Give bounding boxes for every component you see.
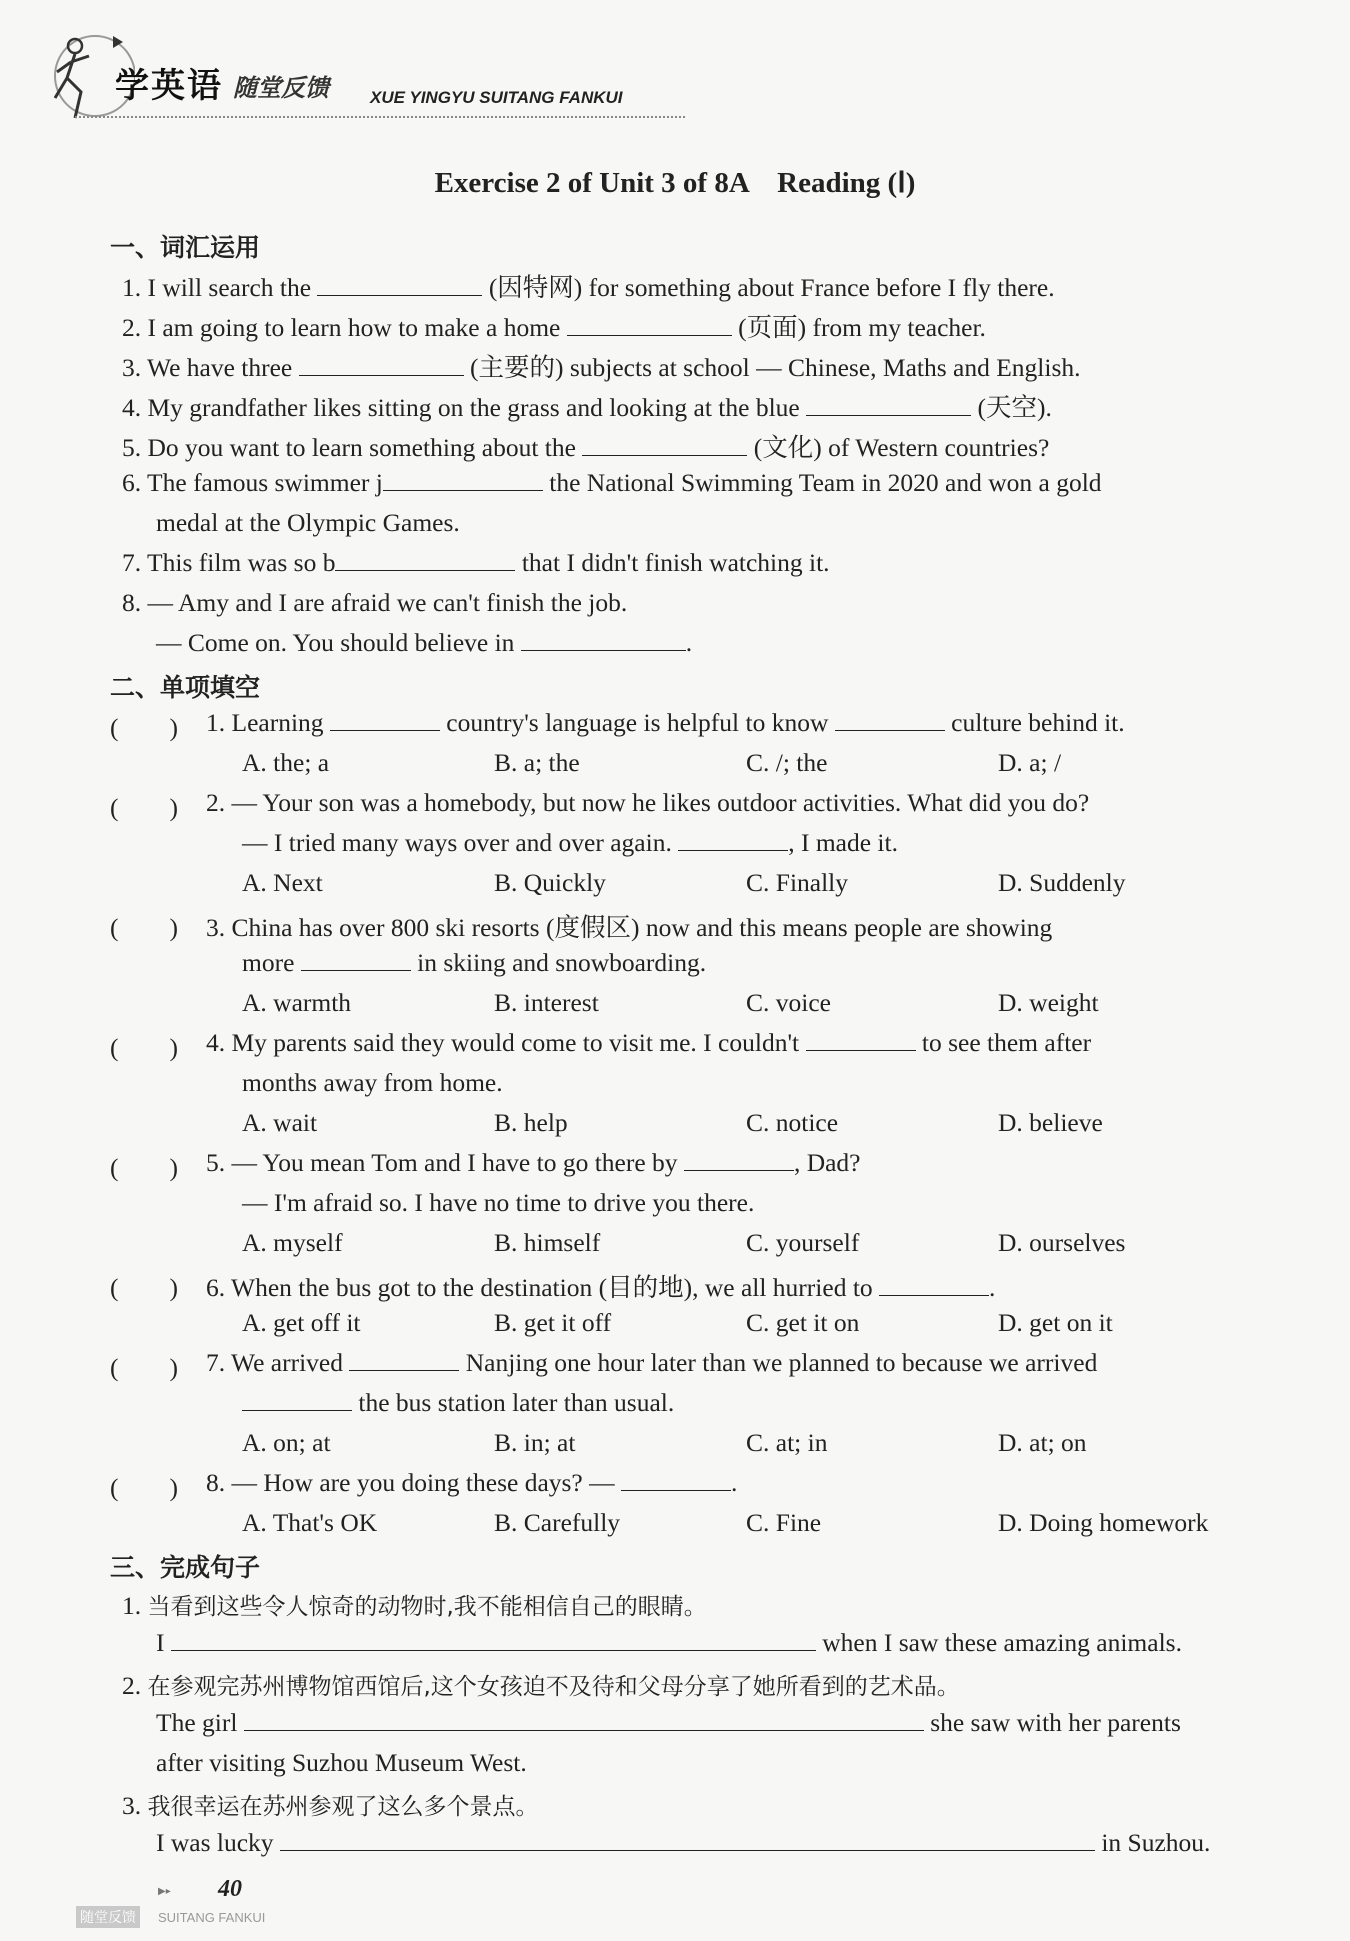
answer-blank[interactable] <box>567 313 732 336</box>
mc-question-5: 5. — You mean Tom and I have to go there by , Dad? <box>206 1148 861 1177</box>
answer-paren[interactable]: ( ) <box>110 1273 178 1302</box>
option-a[interactable]: A. wait <box>242 1108 318 1137</box>
mc-question-2: 2. — Your son was a homebody, but now he likes outdoor activities. What did you do? <box>206 788 1090 817</box>
section-3-heading: 三、完成句子 <box>110 1553 261 1582</box>
translate-item-3-line: I was lucky in Suzhou. <box>156 1828 1211 1857</box>
option-d[interactable]: D. Doing homework <box>998 1508 1209 1537</box>
vocab-item-8-cont: — Come on. You should believe in . <box>156 628 693 657</box>
answer-paren[interactable]: ( ) <box>110 713 178 742</box>
mc-question-7-cont: the bus station later than usual. <box>242 1388 674 1418</box>
mc-question-6: 6. When the bus got to the destination (目的地), we all hurried to . <box>206 1273 996 1302</box>
option-d[interactable]: D. at; on <box>998 1428 1087 1457</box>
translate-item-2-line: The girl she saw with her parents <box>156 1708 1181 1737</box>
vocab-item-5: 5. Do you want to learn something about the (文化) of Western countries? <box>122 433 1050 462</box>
answer-blank[interactable] <box>244 1708 924 1731</box>
translate-item-3: 3. 我很幸运在苏州参观了这么多个景点。 <box>122 1791 539 1820</box>
section-1-heading: 一、词汇运用 <box>110 233 261 262</box>
answer-blank[interactable] <box>330 708 440 731</box>
option-d[interactable]: D. a; / <box>998 748 1062 777</box>
option-d[interactable]: D. weight <box>998 988 1099 1017</box>
answer-blank[interactable] <box>521 628 686 651</box>
vocab-item-2: 2. I am going to learn how to make a home (页面) from my teacher. <box>122 313 986 342</box>
vocab-item-6-cont: medal at the Olympic Games. <box>156 508 460 537</box>
footer-tag: 随堂反馈 <box>76 1906 140 1928</box>
answer-blank[interactable] <box>171 1628 816 1651</box>
header-en: XUE YINGYU SUITANG FANKUI <box>370 88 623 107</box>
answer-blank[interactable] <box>301 948 411 971</box>
answer-blank[interactable] <box>684 1148 794 1171</box>
option-c[interactable]: C. yourself <box>746 1228 860 1257</box>
option-b[interactable]: B. help <box>494 1108 568 1137</box>
mc-question-1: 1. Learning country's language is helpful to know culture behind it. <box>206 708 1125 737</box>
option-c[interactable]: C. Finally <box>746 868 849 897</box>
answer-paren[interactable]: ( ) <box>110 1033 178 1062</box>
option-a[interactable]: A. warmth <box>242 988 352 1017</box>
answer-blank[interactable] <box>383 468 543 491</box>
option-c[interactable]: C. Fine <box>746 1508 822 1537</box>
answer-paren[interactable]: ( ) <box>110 1473 178 1502</box>
answer-blank[interactable] <box>621 1468 731 1491</box>
option-c[interactable]: C. voice <box>746 988 831 1017</box>
option-b[interactable]: B. interest <box>494 988 599 1017</box>
option-a[interactable]: A. Next <box>242 868 323 897</box>
answer-paren[interactable]: ( ) <box>110 793 178 822</box>
vocab-item-4: 4. My grandfather likes sitting on the grass and looking at the blue (天空). <box>122 393 1052 422</box>
option-c[interactable]: C. notice <box>746 1108 839 1137</box>
header-divider <box>75 116 685 118</box>
answer-blank[interactable] <box>317 273 482 296</box>
answer-blank[interactable] <box>806 393 971 416</box>
answer-blank[interactable] <box>349 1348 459 1371</box>
answer-blank[interactable] <box>280 1828 1095 1851</box>
translate-item-2: 2. 在参观完苏州博物馆西馆后,这个女孩迫不及待和父母分享了她所看到的艺术品。 <box>122 1671 960 1700</box>
section-2-heading: 二、单项填空 <box>110 673 261 702</box>
translate-item-1-line: I when I saw these amazing animals. <box>156 1628 1182 1657</box>
answer-blank[interactable] <box>879 1273 989 1296</box>
vocab-item-1: 1. I will search the (因特网) for something about France before I fly there. <box>122 273 1055 302</box>
mc-question-3-cont: more in skiing and snowboarding. <box>242 948 707 977</box>
option-a[interactable]: A. the; a <box>242 748 330 777</box>
vocab-item-7: 7. This film was so b that I didn't finish watching it. <box>122 548 830 577</box>
answer-paren[interactable]: ( ) <box>110 913 178 942</box>
mc-question-8: 8. — How are you doing these days? — . <box>206 1468 738 1497</box>
header-banner <box>45 28 685 138</box>
option-a[interactable]: A. That's OK <box>242 1508 378 1537</box>
vocab-item-3: 3. We have three (主要的) subjects at school — Chinese, Maths and English. <box>122 353 1081 382</box>
mc-question-5-cont: — I'm afraid so. I have no time to drive you there. <box>242 1188 755 1217</box>
arrow-icon: ▶▸ <box>158 1886 171 1897</box>
option-d[interactable]: D. Suddenly <box>998 868 1126 897</box>
option-b[interactable]: B. a; the <box>494 748 580 777</box>
answer-paren[interactable]: ( ) <box>110 1353 178 1382</box>
answer-blank[interactable] <box>299 353 464 376</box>
option-b[interactable]: B. Quickly <box>494 868 606 897</box>
header-cn-main: 学英语 <box>115 66 223 106</box>
option-d[interactable]: D. get on it <box>998 1308 1113 1337</box>
option-a[interactable]: A. on; at <box>242 1428 331 1457</box>
option-b[interactable]: B. get it off <box>494 1308 612 1337</box>
translate-item-2-cont: after visiting Suzhou Museum West. <box>156 1748 527 1777</box>
vocab-item-6: 6. The famous swimmer j the National Swimming Team in 2020 and won a gold <box>122 468 1102 497</box>
answer-blank[interactable] <box>582 433 747 456</box>
option-a[interactable]: A. get off it <box>242 1308 361 1337</box>
mc-question-4: 4. My parents said they would come to visit me. I couldn't to see them after <box>206 1028 1092 1057</box>
header-cn-sub: 随堂反馈 <box>233 74 329 102</box>
mc-question-2-cont: — I tried many ways over and over again. , I made it. <box>242 828 898 857</box>
answer-blank[interactable] <box>242 1388 352 1411</box>
option-d[interactable]: D. believe <box>998 1108 1103 1137</box>
option-b[interactable]: B. himself <box>494 1228 601 1257</box>
mc-question-3: 3. China has over 800 ski resorts (度假区) now and this means people are showing <box>206 913 1053 942</box>
answer-blank[interactable] <box>835 708 945 731</box>
answer-blank[interactable] <box>335 548 515 571</box>
mc-question-7: 7. We arrived Nanjing one hour later than we planned to because we arrived <box>206 1348 1098 1377</box>
option-d[interactable]: D. ourselves <box>998 1228 1126 1257</box>
option-b[interactable]: B. Carefully <box>494 1508 621 1537</box>
answer-blank[interactable] <box>678 828 788 851</box>
option-a[interactable]: A. myself <box>242 1228 343 1257</box>
footer-en: SUITANG FANKUI <box>158 1910 266 1925</box>
vocab-item-8: 8. — Amy and I are afraid we can't finish the job. <box>122 588 628 617</box>
page-title: Exercise 2 of Unit 3 of 8A Reading (Ⅰ) <box>434 167 916 199</box>
answer-blank[interactable] <box>806 1028 916 1051</box>
translate-item-1: 1. 当看到这些令人惊奇的动物时,我不能相信自己的眼睛。 <box>122 1591 707 1620</box>
option-c[interactable]: C. at; in <box>746 1428 828 1457</box>
option-c[interactable]: C. get it on <box>746 1308 860 1337</box>
option-c[interactable]: C. /; the <box>746 748 828 777</box>
mc-question-4-cont: months away from home. <box>242 1068 503 1097</box>
option-b[interactable]: B. in; at <box>494 1428 576 1457</box>
answer-paren[interactable]: ( ) <box>110 1153 178 1182</box>
page-number: 40 <box>218 1876 242 1902</box>
